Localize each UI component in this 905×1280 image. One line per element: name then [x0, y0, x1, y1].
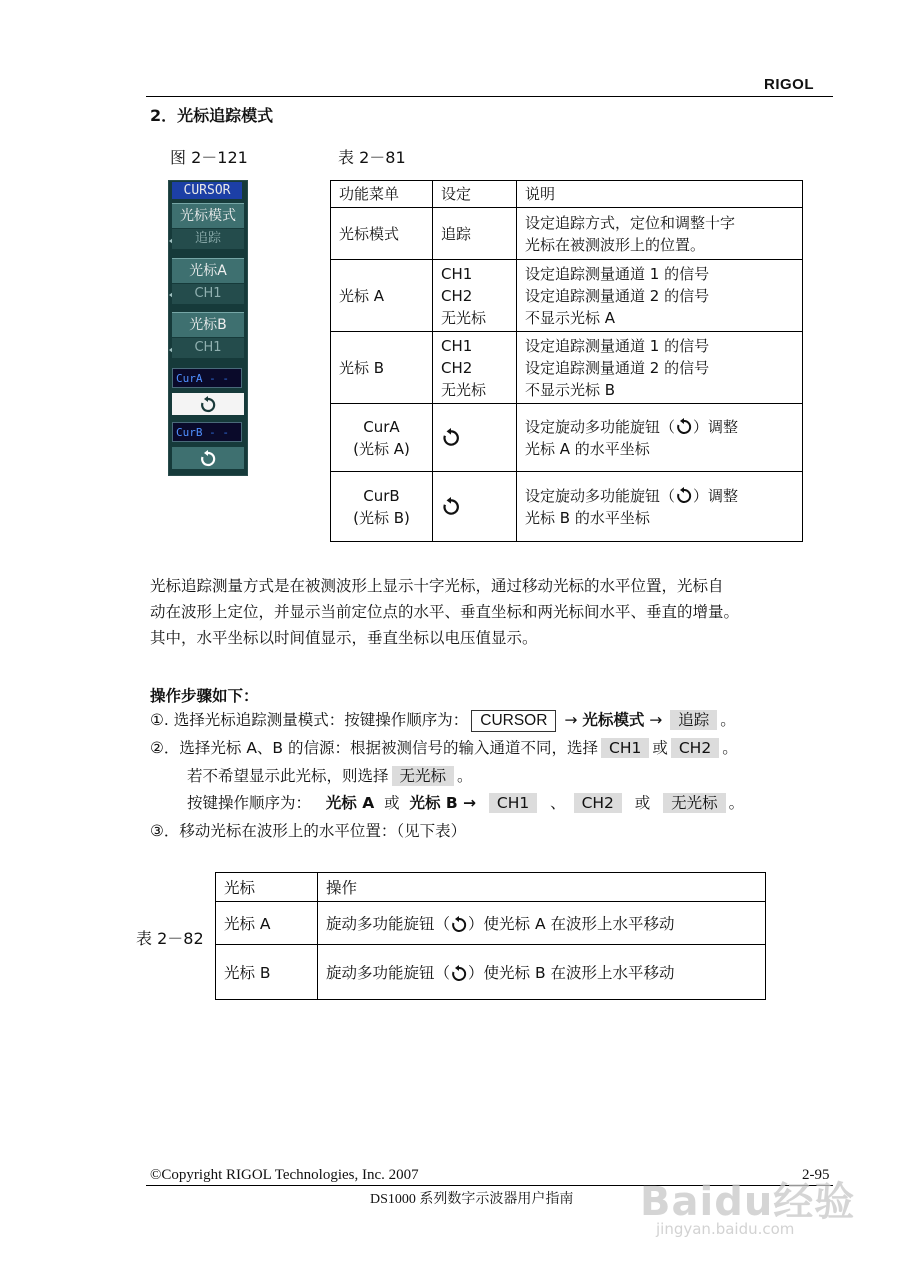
- table-row: [216, 902, 766, 945]
- table-row: [331, 404, 803, 472]
- brand-logo: RIGOL: [764, 76, 814, 93]
- table-header: 设定: [433, 181, 517, 208]
- track-option[interactable]: 追踪: [670, 710, 717, 730]
- ch2-option[interactable]: CH2: [574, 793, 622, 813]
- desc-line: 设定追踪测量通道 1 的信号: [525, 264, 710, 283]
- no-cursor-option[interactable]: 无光标: [663, 793, 726, 813]
- menu-value-cursor-a: CH1: [172, 284, 244, 304]
- table-cell: 旋动多功能旋钮（ ）使光标 B 在波形上水平移动: [318, 945, 766, 1000]
- table-cell: [517, 404, 803, 472]
- arrow-right-icon: →: [649, 711, 663, 729]
- paragraph-line: 光标追踪测量方式是在被测波形上显示十字光标，通过移动光标的水平位置，光标自: [150, 577, 724, 595]
- cursor-key[interactable]: CURSOR: [471, 710, 556, 732]
- menu-item-cursor-b[interactable]: 光标B: [172, 312, 244, 337]
- table-row: [216, 873, 766, 902]
- desc-line: 设定追踪测量通道 2 的信号: [525, 286, 710, 305]
- steps-title: 操作步骤如下：: [150, 687, 259, 705]
- paragraph-line: 其中，水平坐标以时间值显示，垂直坐标以电压值显示。: [150, 629, 538, 647]
- setting-line: CH1: [441, 336, 473, 355]
- table-header: 光标: [216, 873, 318, 902]
- table-header: 功能菜单: [331, 181, 433, 208]
- table-row: [331, 332, 803, 404]
- curb-knob-button[interactable]: [172, 447, 244, 469]
- table-cell: 追踪: [433, 208, 517, 260]
- setting-line: CH1: [441, 264, 473, 283]
- table-cell: [517, 472, 803, 542]
- header-rule: [146, 96, 833, 97]
- curb-display: CurB - -: [172, 422, 242, 442]
- rotate-knob-icon: [441, 428, 461, 448]
- table-row: [331, 208, 803, 260]
- step-2: ②．选择光标 A、B 的信源：根据被测信号的输入通道不同，选择 CH1 或 CH2 。: [150, 739, 738, 757]
- ch2-option[interactable]: CH2: [671, 738, 719, 758]
- section-title: 2．光标追踪模式: [150, 106, 274, 125]
- rotate-knob-icon: [450, 916, 468, 934]
- menu-title: CURSOR: [172, 182, 242, 199]
- table-cell: [331, 404, 433, 472]
- table-cell: [433, 472, 517, 542]
- menu-value-cursor-mode: 追踪: [172, 229, 244, 249]
- desc-line: 设定旋动多功能旋钮（ ）调整: [525, 486, 739, 505]
- rotate-knob-icon: [441, 497, 461, 517]
- menu-line: CurA: [363, 417, 400, 436]
- page-number: 2-95: [802, 1167, 830, 1183]
- rotate-knob-icon: [450, 965, 468, 983]
- cursor-menu-panel: [168, 180, 248, 476]
- table-cell: [517, 208, 803, 260]
- table-cell: [433, 332, 517, 404]
- table-cell: 光标模式: [331, 208, 433, 260]
- table-cell: [517, 332, 803, 404]
- desc-line: 光标 A 的水平坐标: [525, 439, 650, 458]
- figure-label: 图 2－121: [170, 148, 248, 167]
- desc-line: 设定旋动多功能旋钮（ ）调整: [525, 417, 739, 436]
- copyright-text: ©Copyright RIGOL Technologies, Inc. 2007: [150, 1167, 419, 1183]
- rotate-knob-icon: [199, 396, 217, 414]
- table-cell: 旋动多功能旋钮（ ）使光标 A 在波形上水平移动: [318, 902, 766, 945]
- curb-label: CurB: [176, 426, 203, 439]
- cura-knob-button[interactable]: [172, 393, 244, 415]
- menu-line: (光标 A): [353, 439, 410, 458]
- ch1-option[interactable]: CH1: [601, 738, 649, 758]
- desc-line: 设定追踪测量通道 2 的信号: [525, 358, 710, 377]
- watermark-url: jingyan.baidu.com: [656, 1220, 795, 1238]
- guide-title: DS1000 系列数字示波器用户指南: [370, 1192, 574, 1207]
- table-cell: 光标 B: [331, 332, 433, 404]
- setting-line: 无光标: [441, 308, 487, 327]
- desc-line: 光标在被测波形上的位置。: [525, 235, 706, 254]
- table-cell: [331, 472, 433, 542]
- description-paragraph: [150, 573, 840, 651]
- step-2b: 若不希望显示此光标，则选择 无光标 。: [187, 767, 473, 785]
- setting-line: CH2: [441, 286, 473, 305]
- cura-label: CurA: [176, 372, 203, 385]
- cura-display: CurA - -: [172, 368, 242, 388]
- table-cell: [433, 260, 517, 332]
- menu-item-cursor-mode[interactable]: 光标模式: [172, 203, 244, 228]
- ch1-option[interactable]: CH1: [489, 793, 537, 813]
- menu-value-cursor-b: CH1: [172, 338, 244, 358]
- cursor-operation-table: [215, 872, 766, 1000]
- table-cell: 光标 B: [216, 945, 318, 1000]
- table-cell: 光标 A: [216, 902, 318, 945]
- table-row: [331, 260, 803, 332]
- menu-line: CurB: [363, 486, 400, 505]
- paragraph-line: 动在波形上定位，并显示当前定位点的水平、垂直坐标和两光标间水平、垂直的增量。: [150, 603, 740, 621]
- table-cell: [433, 404, 517, 472]
- desc-line: 不显示光标 A: [525, 308, 616, 327]
- rotate-knob-icon: [199, 450, 217, 468]
- baidu-watermark: [640, 1150, 860, 1245]
- setting-line: CH2: [441, 358, 473, 377]
- desc-line: 光标 B 的水平坐标: [525, 508, 650, 527]
- table-header: 说明: [517, 181, 803, 208]
- setting-line: 无光标: [441, 380, 487, 399]
- watermark-logo: Baidu经验: [640, 1179, 856, 1225]
- desc-line: 不显示光标 B: [525, 380, 616, 399]
- table-cell: 光标 A: [331, 260, 433, 332]
- table-row: [331, 472, 803, 542]
- step-3: ③．移动光标在波形上的水平位置：（见下表）: [150, 822, 467, 840]
- arrow-right-icon: →: [564, 711, 578, 729]
- function-table: [330, 180, 803, 542]
- step-1: ①. 选择光标追踪测量模式：按键操作顺序为： CURSOR → 光标模式 → 追踪 。: [150, 707, 736, 733]
- rotate-knob-icon: [675, 418, 693, 436]
- table1-label: 表 2－81: [338, 148, 406, 167]
- no-cursor-option[interactable]: 无光标: [392, 766, 455, 786]
- table-header: 操作: [318, 873, 766, 902]
- desc-line: 设定追踪方式，定位和调整十字: [525, 213, 736, 232]
- table-cell: [517, 260, 803, 332]
- table2-label: 表 2－82: [136, 929, 204, 948]
- menu-item-cursor-a[interactable]: 光标A: [172, 258, 244, 283]
- step-2c: 按键操作顺序为： 光标 A 或 光标 B → CH1 、 CH2 或 无光标 。: [187, 794, 745, 812]
- rotate-knob-icon: [675, 487, 693, 505]
- desc-line: 设定追踪测量通道 1 的信号: [525, 336, 710, 355]
- table-row: [216, 945, 766, 1000]
- menu-line: (光标 B): [353, 508, 410, 527]
